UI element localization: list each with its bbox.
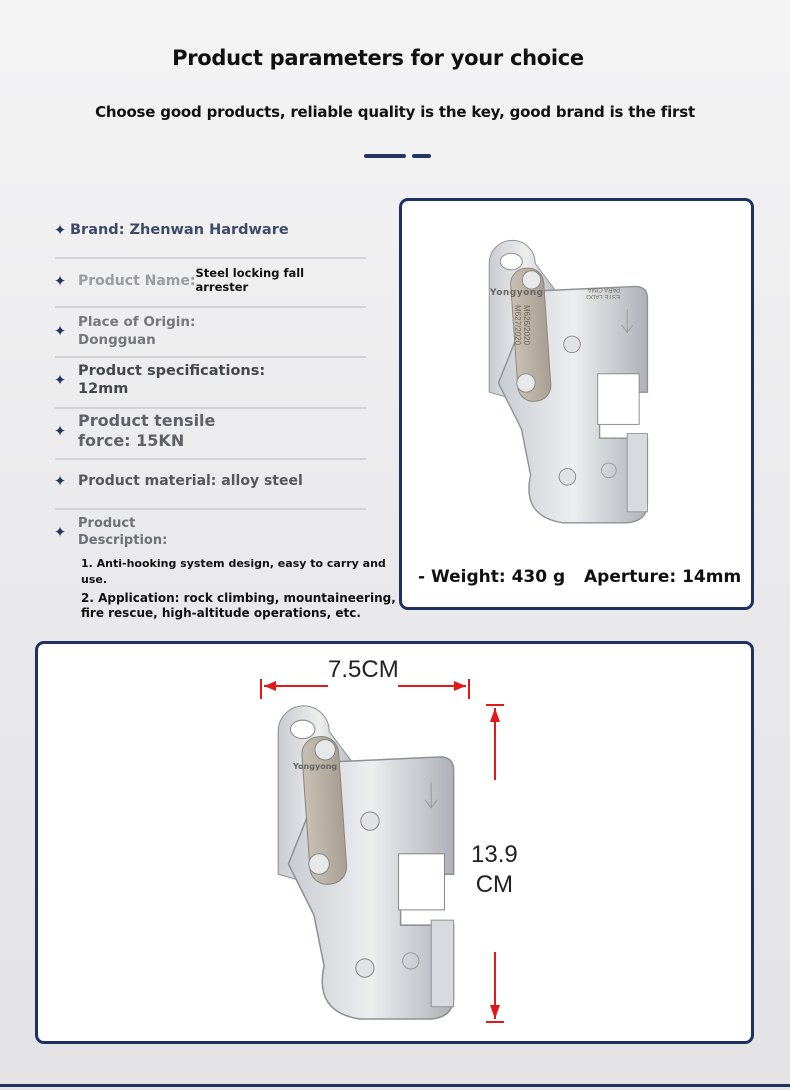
product-image-dimensions bbox=[268, 699, 472, 1029]
material-text: Product material: alloy steel bbox=[78, 473, 303, 489]
description-line-2: 2. Application: rock climbing, mountaineering, bbox=[81, 591, 396, 605]
engraving-2: M627/2020 bbox=[513, 305, 522, 346]
spec-label: Product specifications: bbox=[78, 363, 266, 379]
description-line-1: 1. Anti-hooking system design, easy to carry and use. bbox=[81, 557, 386, 586]
origin-value: Dongguan bbox=[78, 332, 156, 348]
star-icon: ✦ bbox=[53, 221, 67, 239]
param-brand bbox=[52, 221, 368, 239]
divider bbox=[55, 407, 366, 409]
aperture-text: Aperture: 14mm bbox=[584, 567, 742, 587]
spec-value: 12mm bbox=[78, 381, 129, 397]
page-title: Product parameters for your choice bbox=[172, 46, 584, 70]
param-description bbox=[52, 515, 368, 549]
name-label: Product Name: bbox=[78, 272, 196, 289]
name-value bbox=[195, 266, 304, 294]
star-icon: ✦ bbox=[53, 371, 67, 389]
star-icon: ✦ bbox=[53, 422, 67, 440]
divider bbox=[55, 257, 366, 259]
param-tensile bbox=[52, 411, 368, 451]
description-label-2: Description: bbox=[78, 533, 168, 548]
param-origin bbox=[52, 313, 368, 349]
height-label bbox=[471, 840, 518, 900]
tensile-value: force: 15KN bbox=[78, 431, 185, 450]
param-specifications bbox=[52, 362, 368, 398]
description-text bbox=[81, 556, 401, 620]
engraving-1: M626/2020 bbox=[522, 305, 531, 346]
brand-text: Brand: Zhenwan Hardware bbox=[70, 222, 289, 238]
watermark: Yongyong bbox=[490, 288, 544, 298]
weight-text: - Weight: 430 g bbox=[418, 567, 566, 587]
description-line-3: fire rescue, high-altitude operations, etc. bbox=[81, 606, 361, 620]
watermark: Yongyong bbox=[293, 762, 338, 771]
width-label: 7.5CM bbox=[328, 656, 399, 683]
name-value-line2: arrester bbox=[195, 280, 249, 294]
param-material bbox=[52, 472, 368, 490]
page-subtitle: Choose good products, reliable quality is the key, good brand is the first bbox=[95, 103, 695, 121]
description-label: Product bbox=[78, 516, 136, 531]
tensile-label: Product tensile bbox=[78, 411, 216, 430]
divider bbox=[55, 306, 366, 308]
origin-label: Place of Origin: bbox=[78, 314, 196, 330]
product-image bbox=[480, 228, 664, 538]
engraving-3: ESTE LADO PARA CIMA bbox=[586, 286, 620, 299]
title-divider bbox=[364, 154, 406, 158]
height-value: 13.9 bbox=[471, 841, 518, 868]
title-divider-short bbox=[412, 154, 431, 158]
divider bbox=[55, 508, 366, 510]
param-product-name bbox=[52, 267, 368, 294]
footer-line bbox=[0, 1084, 790, 1087]
divider bbox=[55, 356, 366, 358]
divider bbox=[55, 458, 366, 460]
star-icon: ✦ bbox=[53, 523, 67, 541]
star-icon: ✦ bbox=[53, 472, 67, 490]
name-value-line1: Steel locking fall bbox=[195, 266, 305, 280]
star-icon: ✦ bbox=[53, 271, 67, 290]
star-icon: ✦ bbox=[53, 322, 67, 340]
product-card bbox=[399, 198, 754, 610]
dimension-card bbox=[35, 641, 754, 1044]
height-unit: CM bbox=[475, 871, 514, 898]
